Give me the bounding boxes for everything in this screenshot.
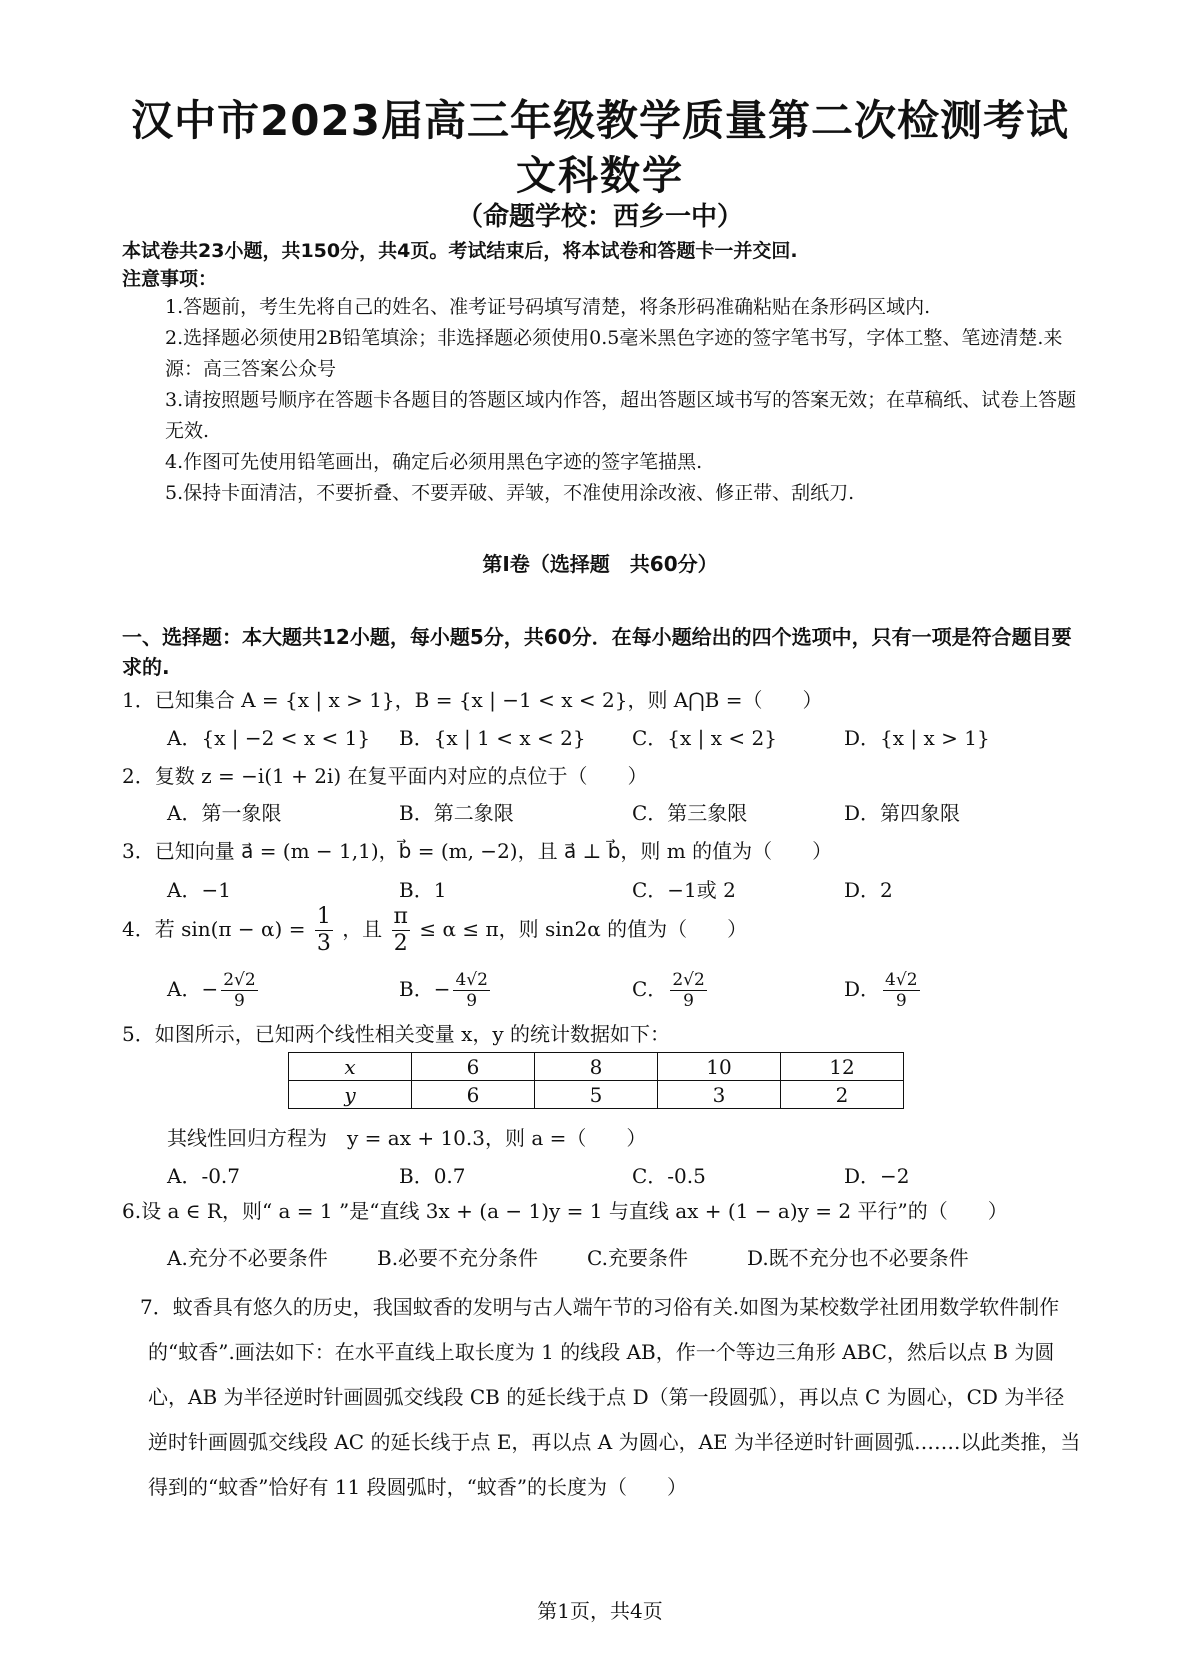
question-2-options — [167, 797, 1067, 831]
option-d: D.既不充分也不必要条件 — [747, 1246, 969, 1270]
fraction-numerator: 4√2 — [885, 970, 918, 990]
option-a: A.充分不必要条件 — [167, 1246, 328, 1270]
question-7-text: 7．蚊香具有悠久的历史，我国蚊香的发明与古人端午节的习俗有关.如图为某校数学社团用数学软件制作的“蚊香”.画法如下：在水平直线上取长度为 1 的线段 AB，作一个等边三角形 ABC，然后以点 B 为圆心，AB 为半径逆时针画圆弧交线段 CB 的延长线于点 D（第一段圆弧），再以点 C 为圆心，CD 为半径逆时针画圆弧交线段 AC 的延长线于点 E，再以点 A 为圆心，AE 为半径逆时针画圆弧…….以此类推，当得到的“蚊香”恰好有 11 段圆弧时，“蚊香”的长度为（ ） — [140, 1295, 1081, 1499]
option-b: B．{x | 1 < x < 2} — [399, 726, 586, 750]
notice-item: 2.选择题必须使用2B铅笔填涂；非选择题必须使用0.5毫米黑色字迹的签字笔书写，字体工整、笔迹清楚.来源：高三答案公众号 — [165, 327, 1063, 380]
option-c: C.充要条件 — [587, 1246, 688, 1270]
section-heading: 一、选择题：本大题共12小题，每小题5分，共60分．在每小题给出的四个选项中，只有一项是符合题目要求的. — [122, 625, 1072, 679]
option-fraction — [670, 970, 706, 1011]
fraction-numerator: 2√2 — [223, 970, 256, 990]
option-fraction — [221, 970, 257, 1011]
option-a: A．-0.7 — [167, 1164, 241, 1188]
option-c: C．{x | x < 2} — [632, 726, 777, 750]
option-a: A．第一象限 — [167, 801, 282, 825]
option-c — [632, 970, 710, 1011]
option-a — [167, 970, 261, 1011]
exam-subject: 文科数学 — [516, 153, 684, 199]
q4-suffix: ≤ α ≤ π，则 sin2α 的值为（ ） — [419, 917, 748, 941]
option-label: D． — [844, 977, 881, 1001]
table-cell: 5 — [535, 1081, 658, 1109]
option-d: D．−2 — [844, 1164, 910, 1188]
option-b: B.必要不充分条件 — [377, 1246, 539, 1270]
question-1-options — [167, 722, 1067, 756]
notice-item: 5.保持卡面清洁，不要折叠、不要弄破、弄皱，不准使用涂改液、修正带、刮纸刀. — [165, 482, 855, 504]
option-fraction — [453, 970, 489, 1011]
table-row — [289, 1053, 904, 1081]
fraction-denominator: 3 — [316, 931, 331, 956]
option-a: A．−1 — [167, 878, 231, 902]
statistics-table — [288, 1052, 904, 1109]
notice-item: 3.请按照题号顺序在答题卡各题目的答题区域内作答，超出答题区域书写的答案无效；在草稿纸、试卷上答题无效. — [165, 389, 1077, 442]
section-title: 第Ⅰ卷（选择题 共60分） — [482, 552, 718, 576]
fraction-numerator: π — [393, 904, 409, 929]
table-cell: y — [289, 1081, 412, 1109]
question-5-stem: 5．如图所示，已知两个线性相关变量 x，y 的统计数据如下： — [122, 1022, 671, 1046]
option-b — [399, 970, 493, 1011]
option-c: C．第三象限 — [632, 801, 748, 825]
option-label: C． — [632, 977, 668, 1001]
fraction-numerator: 4√2 — [455, 970, 488, 990]
question-6-options — [167, 1242, 1067, 1276]
q4-mid: ，且 — [342, 917, 383, 941]
option-c: C．−1或 2 — [632, 878, 736, 902]
option-b: B．0.7 — [399, 1164, 466, 1188]
option-d: D．2 — [844, 878, 893, 902]
table-cell: 2 — [781, 1081, 904, 1109]
question-5-regression: 其线性回归方程为 y = ax + 10.3，则 a =（ ） — [167, 1126, 647, 1150]
question-4-stem — [122, 904, 747, 957]
option-d: D．{x | x > 1} — [844, 726, 990, 750]
notice-item: 4.作图可先使用铅笔画出，确定后必须用黑色字迹的签字笔描黑. — [165, 451, 703, 473]
question-1-stem: 1．已知集合 A = {x | x > 1}，B = {x | −1 < x < 2}，则 A⋂B =（ ） — [122, 688, 823, 712]
notice-label: 注意事项： — [122, 268, 218, 290]
exam-title: 汉中市2023届高三年级教学质量第二次检测考试 — [131, 96, 1069, 145]
table-cell: 6 — [412, 1053, 535, 1081]
option-label: B．− — [399, 977, 451, 1001]
question-3-stem: 3．已知向量 a⃗ = (m − 1,1)，b⃗ = (m, −2)，且 a⃗ ⊥ b⃗，则 m 的值为（ ） — [122, 839, 833, 863]
exam-school: （命题学校：西乡一中） — [456, 202, 743, 232]
option-c: C．-0.5 — [632, 1164, 706, 1188]
table-cell: 6 — [412, 1081, 535, 1109]
fraction-denominator: 9 — [683, 991, 694, 1011]
table-row — [289, 1081, 904, 1109]
fraction-numerator: 1 — [316, 904, 331, 929]
fraction-one-third — [315, 904, 333, 957]
table-cell: 10 — [658, 1053, 781, 1081]
q4-prefix: 4．若 sin(π − α) = — [122, 917, 306, 941]
option-d: D．第四象限 — [844, 801, 961, 825]
option-label: A．− — [167, 977, 219, 1001]
fraction-numerator: 2√2 — [672, 970, 705, 990]
table-cell: 8 — [535, 1053, 658, 1081]
fraction-denominator: 9 — [234, 991, 245, 1011]
option-fraction — [883, 970, 919, 1011]
option-b: B．1 — [399, 878, 447, 902]
fraction-denominator: 9 — [895, 991, 907, 1011]
fraction-denominator: 9 — [466, 991, 478, 1011]
table-cell: 12 — [781, 1053, 904, 1081]
question-5-options — [167, 1160, 1067, 1194]
table-cell: 3 — [658, 1081, 781, 1109]
fraction-pi-over-two — [392, 904, 410, 957]
question-6-stem: 6.设 a ∈ R，则“ a = 1 ”是“直线 3x + (a − 1)y = 1 与直线 ax + (1 − a)y = 2 平行”的（ ） — [122, 1199, 1008, 1223]
option-d — [844, 970, 923, 1011]
notice-item: 1.答题前，考生先将自己的姓名、准考证号码填写清楚，将条形码准确粘贴在条形码区域内. — [165, 296, 931, 318]
question-3-options — [167, 874, 1067, 908]
table-cell: x — [289, 1053, 412, 1081]
option-b: B．第二象限 — [399, 801, 514, 825]
question-2-stem: 2．复数 z = −i(1 + 2i) 在复平面内对应的点位于（ ） — [122, 764, 648, 788]
fraction-denominator: 2 — [393, 931, 408, 956]
intro-line: 本试卷共23小题，共150分，共4页。考试结束后，将本试卷和答题卡一并交回. — [122, 240, 798, 262]
question-4-options — [167, 970, 1067, 1018]
option-a: A．{x | −2 < x < 1} — [167, 726, 371, 750]
page-footer: 第1页，共4页 — [537, 1599, 663, 1623]
